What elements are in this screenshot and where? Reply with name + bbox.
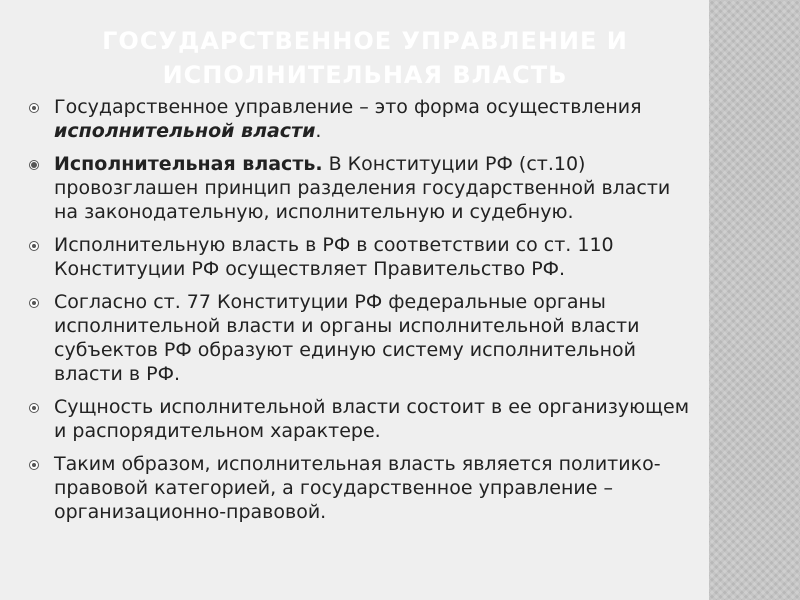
bullet-circle-icon [29,160,39,170]
decorative-side-strip [709,0,800,600]
bullet-text: В Конституции РФ (ст.10) провозглашен принцип разделения государственной власти на законодательную, исполнительную и судебную. [54,153,671,223]
bullet-list [24,95,694,533]
bullet-circle-icon [29,103,39,113]
bullet-circle-icon [29,403,39,413]
bullet-item [24,395,694,443]
slide-title: ГОСУДАРСТВЕННОЕ УПРАВЛЕНИЕ И ИСПОЛНИТЕЛЬНАЯ ВЛАСТЬ [102,27,628,89]
bullet-text: Таким образом, исполнительная власть является политико-правовой категорией, а государственное управление – организационно-правовой. [54,453,661,523]
bullet-text: Исполнительную власть в РФ в соответствии со ст. 110 Конституции РФ осуществляет Правительство РФ. [54,234,614,280]
bullet-circle-icon [29,241,39,251]
bullet-item [24,233,694,281]
bullet-item [24,152,694,224]
bullet-circle-icon [29,460,39,470]
bullet-item [24,95,694,143]
bullet-strong-term: Исполнительная власть. [54,153,323,175]
bullet-text: Сущность исполнительной власти состоит в ее организующем и распорядительном характере. [54,396,690,442]
bullet-item [24,452,694,524]
bullet-text-suffix: . [315,120,322,142]
bullet-emphasis: исполнительной власти [54,120,316,142]
bullet-text: Согласно ст. 77 Конституции РФ федеральные органы исполнительной власти и органы исполнительной власти субъектов РФ образуют единую систему исполнительной власти в РФ. [54,291,640,385]
bullet-circle-icon [29,298,39,308]
bullet-item [24,290,694,386]
bullet-text-prefix: Государственное управление – это форма осуществления [54,96,642,118]
